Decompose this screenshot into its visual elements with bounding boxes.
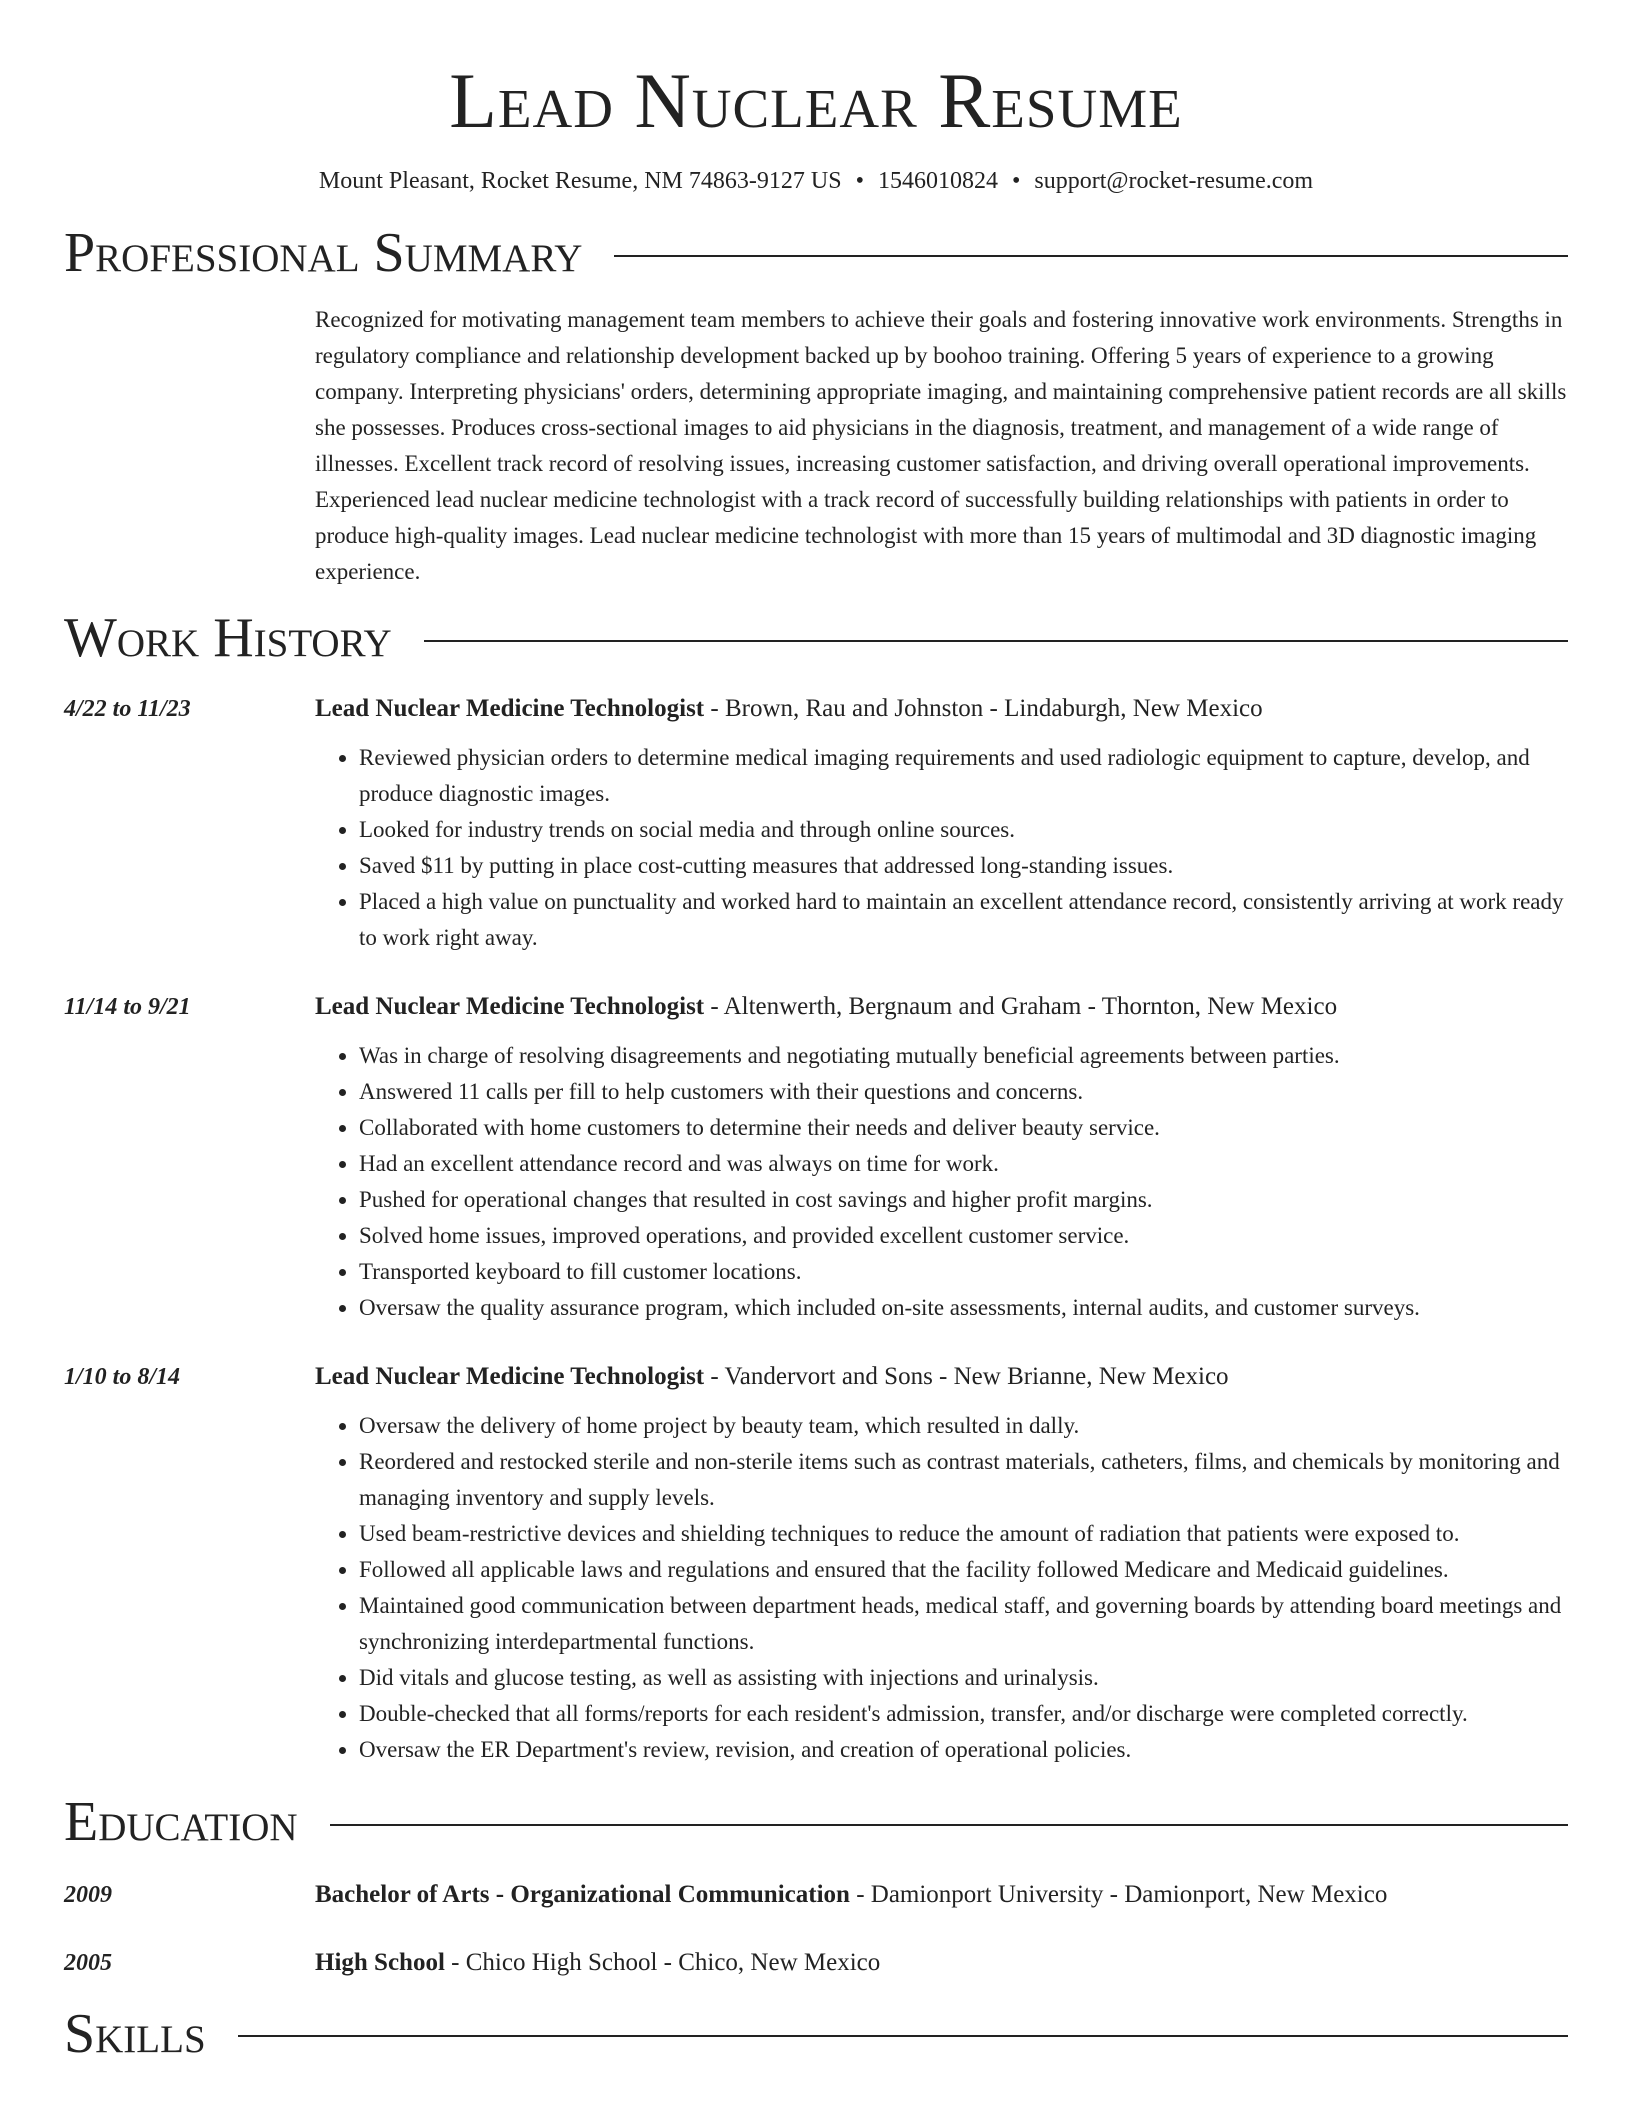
contact-separator: •	[855, 167, 864, 194]
job-bullet: • Looked for industry trends on social media and through online sources.	[359, 812, 1568, 848]
education-year: 2009	[64, 1881, 112, 1908]
job-bullets	[315, 1408, 1568, 1768]
job-bullet: • Reviewed physician orders to determine medical imaging requirements and used radiologic equipment to capture, develop, and produce diagnostic images.	[359, 740, 1568, 812]
education-degree: High School	[315, 1948, 445, 1976]
education-details: - Chico High School - Chico, New Mexico	[444, 1948, 881, 1976]
job-entry	[64, 1360, 1568, 1768]
job-bullet: • Reordered and restocked sterile and non-sterile items such as contrast materials, catheters, films, and chemicals by monitoring and managing inventory and supply levels.	[359, 1444, 1568, 1516]
skills-heading: Skills	[64, 2002, 206, 2065]
job-bullets	[315, 740, 1568, 956]
resume-name: Lead Nuclear Resume	[449, 57, 1183, 144]
section-divider	[424, 640, 1568, 642]
resume-page	[64, 0, 1568, 2065]
job-bullet: • Answered 11 calls per fill to help customers with their questions and concerns.	[359, 1074, 1568, 1110]
job-dates: 4/22 to 11/23	[64, 695, 191, 722]
job-bullet: • Had an excellent attendance record and was always on time for work.	[359, 1146, 1568, 1182]
job-title-line	[315, 1360, 1568, 1394]
education-line	[315, 1946, 1568, 1980]
education-line	[315, 1878, 1568, 1912]
job-dates: 11/14 to 9/21	[64, 993, 191, 1020]
job-bullet: • Pushed for operational changes that resulted in cost savings and higher profit margins.	[359, 1182, 1568, 1218]
job-bullet: • Transported keyboard to fill customer locations.	[359, 1254, 1568, 1290]
job-bullet: • Maintained good communication between department heads, medical staff, and governing boards by attending board meetings and synchronizing interdepartmental functions.	[359, 1588, 1568, 1660]
job-bullet: • Followed all applicable laws and regulations and ensured that the facility followed Medicare and Medicaid guidelines.	[359, 1552, 1568, 1588]
contact-email: support@rocket-resume.com	[1034, 167, 1314, 194]
job-entry	[64, 692, 1568, 956]
job-title: Lead Nuclear Medicine Technologist	[315, 694, 705, 722]
job-details: - Vandervort and Sons - New Brianne, New Mexico	[704, 1362, 1229, 1390]
job-bullet: • Solved home issues, improved operations, and provided excellent customer service.	[359, 1218, 1568, 1254]
education-section-heading	[64, 1792, 1568, 1854]
section-divider	[330, 1824, 1568, 1826]
section-divider	[614, 255, 1568, 257]
contact-phone: 1546010824	[877, 167, 998, 194]
job-bullet: • Oversaw the quality assurance program, which included on-site assessments, internal audits, and customer surveys.	[359, 1290, 1568, 1326]
summary-heading: Professional Summary	[64, 221, 583, 284]
job-title-line	[315, 990, 1568, 1024]
summary-text: Recognized for motivating management team members to achieve their goals and fostering innovative work environments. Strengths in regulatory compliance and relationship development backed up by boohoo training. Offering 5 years of experience to a growing company. Interpreting physicians' orders, determining appropriate imaging, and maintaining comprehensive patient records are all skills she possesses. Produces cross-sectional images to aid physicians in the diagnosis, treatment, and management of a wide range of illnesses. Excellent track record of resolving issues, increasing customer satisfaction, and driving overall operational improvements. Experienced lead nuclear medicine technologist with a track record of successfully building relationships with patients in order to produce high-quality images. Lead nuclear medicine technologist with more than 15 years of multimodal and 3D diagnostic imaging experience.	[315, 307, 1567, 585]
contact-line	[64, 168, 1568, 195]
job-bullet: • Placed a high value on punctuality and worked hard to maintain an excellent attendance record, consistently arriving at work ready to work right away.	[359, 884, 1568, 956]
section-divider	[238, 2035, 1568, 2037]
education-year: 2005	[64, 1949, 112, 1976]
job-details: - Brown, Rau and Johnston - Lindaburgh, New Mexico	[704, 694, 1263, 722]
education-heading: Education	[64, 1790, 298, 1853]
job-bullet: • Collaborated with home customers to determine their needs and deliver beauty service.	[359, 1110, 1568, 1146]
job-bullet: • Double-checked that all forms/reports for each resident's admission, transfer, and/or discharge were completed correctly.	[359, 1696, 1568, 1732]
job-title: Lead Nuclear Medicine Technologist	[315, 992, 705, 1020]
job-bullet: • Did vitals and glucose testing, as well as assisting with injections and urinalysis.	[359, 1660, 1568, 1696]
work-section-heading	[64, 608, 1568, 670]
contact-address: Mount Pleasant, Rocket Resume, NM 74863-9127 US	[318, 167, 842, 194]
work-heading: Work History	[64, 607, 392, 670]
job-bullets	[315, 1038, 1568, 1326]
education-entry	[64, 1946, 1568, 1980]
education-details: - Damionport University - Damionport, New Mexico	[849, 1880, 1388, 1908]
job-title-line	[315, 692, 1568, 726]
summary-section-heading	[64, 223, 1568, 285]
job-details: - Altenwerth, Bergnaum and Graham - Thornton, New Mexico	[704, 992, 1338, 1020]
job-entry	[64, 990, 1568, 1326]
job-dates: 1/10 to 8/14	[64, 1363, 181, 1390]
job-title: Lead Nuclear Medicine Technologist	[315, 1362, 705, 1390]
skills-section-heading	[64, 2004, 1568, 2066]
job-bullet: • Used beam-restrictive devices and shielding techniques to reduce the amount of radiation that patients were exposed to.	[359, 1516, 1568, 1552]
education-entry	[64, 1878, 1568, 1912]
job-bullet: • Saved $11 by putting in place cost-cutting measures that addressed long-standing issues.	[359, 848, 1568, 884]
contact-separator: •	[1011, 167, 1021, 194]
job-bullet: • Was in charge of resolving disagreements and negotiating mutually beneficial agreements between parties.	[359, 1038, 1568, 1074]
job-bullet: • Oversaw the ER Department's review, revision, and creation of operational policies.	[359, 1732, 1568, 1768]
job-bullet: • Oversaw the delivery of home project by beauty team, which resulted in dally.	[359, 1408, 1568, 1444]
education-degree: Bachelor of Arts - Organizational Communication	[315, 1880, 850, 1908]
